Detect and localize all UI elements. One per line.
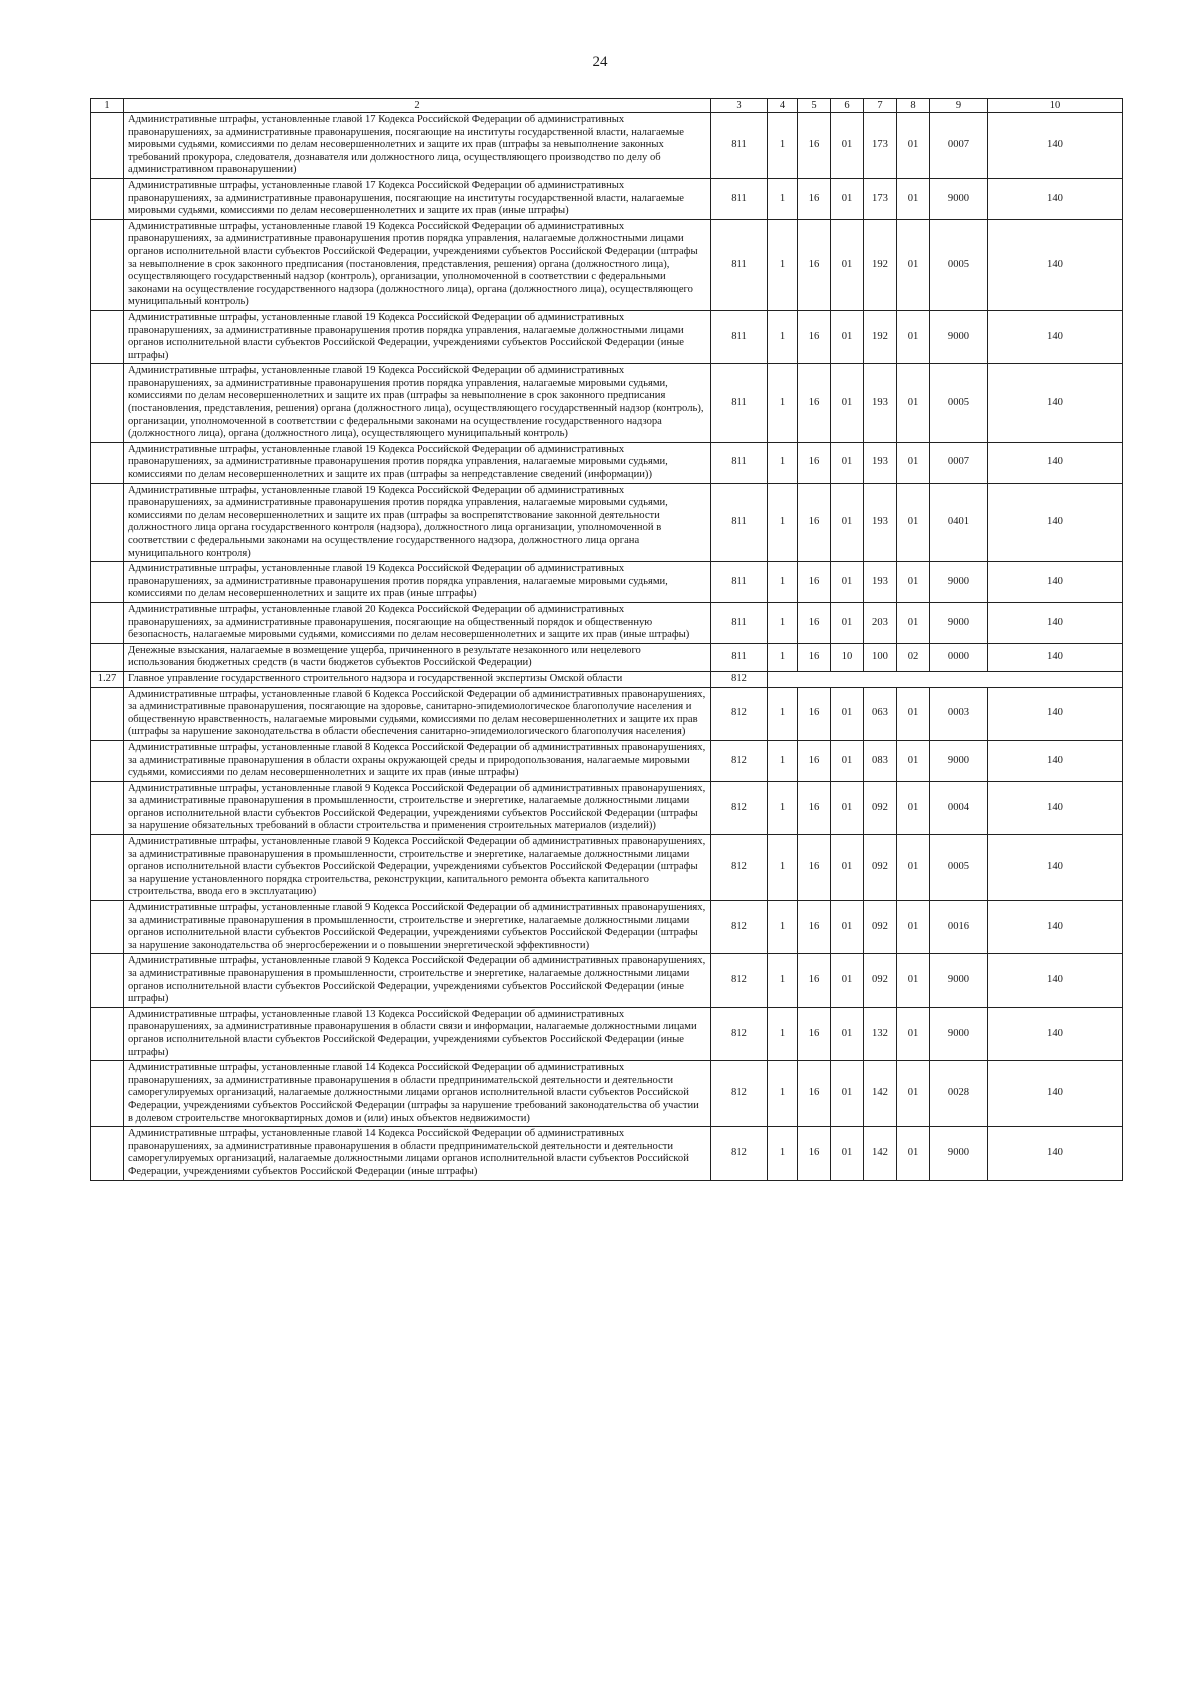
row-number: [91, 781, 124, 834]
code-cell: 01: [897, 954, 930, 1007]
code-cell: 1: [768, 442, 798, 483]
code-cell: 193: [864, 364, 897, 443]
column-number: 5: [798, 99, 831, 113]
row-number: [91, 113, 124, 179]
code-cell: 01: [897, 1007, 930, 1060]
code-cell: 01: [831, 442, 864, 483]
column-number: 9: [930, 99, 988, 113]
row-number: [91, 1007, 124, 1060]
code-cell: 140: [988, 442, 1123, 483]
table-row: [91, 562, 1123, 603]
column-number: 7: [864, 99, 897, 113]
row-number: [91, 442, 124, 483]
code-cell: 01: [831, 562, 864, 603]
code-cell: 9000: [930, 1007, 988, 1060]
code-cell: 01: [897, 835, 930, 901]
code-cell: 01: [831, 113, 864, 179]
code-cell: 140: [988, 483, 1123, 562]
admin-code: 811: [711, 113, 768, 179]
budget-codes-table: [90, 98, 1123, 1181]
code-cell: 16: [798, 740, 831, 781]
code-cell: 9000: [930, 178, 988, 219]
code-cell: 140: [988, 835, 1123, 901]
code-cell: 16: [798, 954, 831, 1007]
revenue-description: Административные штрафы, установленные главой 19 Кодекса Российской Федерации об административных правонарушениях, за административные правонарушения против порядка управления, налагаемые мировыми судьями, комиссиями по делам несовершеннолетних и защите их прав (штрафы за непредставление сведений (информации)): [124, 442, 711, 483]
code-cell: 1: [768, 483, 798, 562]
code-cell: 140: [988, 687, 1123, 740]
row-number: [91, 562, 124, 603]
code-cell: 9000: [930, 740, 988, 781]
table-row: [91, 781, 1123, 834]
code-cell: 203: [864, 602, 897, 643]
code-cell: 02: [897, 643, 930, 671]
code-cell: 01: [831, 1007, 864, 1060]
empty-cell: [768, 671, 1123, 687]
column-number: 1: [91, 99, 124, 113]
code-cell: 16: [798, 113, 831, 179]
code-cell: 01: [831, 1061, 864, 1127]
code-cell: 140: [988, 113, 1123, 179]
table-row: [91, 1007, 1123, 1060]
code-cell: 16: [798, 483, 831, 562]
code-cell: 9000: [930, 954, 988, 1007]
code-cell: 1: [768, 643, 798, 671]
code-cell: 0028: [930, 1061, 988, 1127]
code-cell: 01: [897, 113, 930, 179]
column-number: 4: [768, 99, 798, 113]
code-cell: 0007: [930, 113, 988, 179]
table-row: [91, 643, 1123, 671]
code-cell: 092: [864, 835, 897, 901]
code-cell: 01: [897, 364, 930, 443]
revenue-description: Административные штрафы, установленные главой 19 Кодекса Российской Федерации об административных правонарушениях, за административные правонарушения против порядка управления, налагаемые должностными лицами органов исполнительной власти субъектов Российской Федерации, учреждениями субъектов Российской Федерации (штрафы за невыполнение в срок законного предписания (постановления, представления, решения) органа (должностного лица), осуществляющего государственный надзор (контроль), организации, уполномоченной в соответствии с федеральными законами на осуществление государственного надзора (должностного лица), органа (должностного лица), осуществляющего муниципальный контроль): [124, 219, 711, 310]
table-body: [91, 113, 1123, 1181]
admin-code: 812: [711, 687, 768, 740]
row-number: 1.27: [91, 671, 124, 687]
code-cell: 140: [988, 219, 1123, 310]
row-number: [91, 901, 124, 954]
admin-code: 811: [711, 364, 768, 443]
code-cell: 140: [988, 643, 1123, 671]
code-cell: 16: [798, 1127, 831, 1180]
section-row: [91, 671, 1123, 687]
code-cell: 01: [897, 1127, 930, 1180]
row-number: [91, 602, 124, 643]
table-row: [91, 1061, 1123, 1127]
code-cell: 1: [768, 219, 798, 310]
code-cell: 140: [988, 562, 1123, 603]
code-cell: 1: [768, 1127, 798, 1180]
admin-code: 812: [711, 954, 768, 1007]
code-cell: 173: [864, 178, 897, 219]
code-cell: 16: [798, 1007, 831, 1060]
code-cell: 0003: [930, 687, 988, 740]
admin-code: 811: [711, 442, 768, 483]
code-cell: 01: [831, 687, 864, 740]
code-cell: 0005: [930, 835, 988, 901]
code-cell: 9000: [930, 602, 988, 643]
revenue-description: Административные штрафы, установленные главой 20 Кодекса Российской Федерации об административных правонарушениях, за административные правонарушения, посягающие на общественный порядок и общественную безопасность, налагаемые мировыми судьями, комиссиями по делам несовершеннолетних и защите их прав (иные штрафы): [124, 602, 711, 643]
code-cell: 01: [831, 219, 864, 310]
page-number: 24: [592, 54, 608, 70]
column-number-row: [91, 99, 1123, 113]
table-row: [91, 602, 1123, 643]
table-row: [91, 483, 1123, 562]
code-cell: 01: [831, 835, 864, 901]
admin-code: 811: [711, 562, 768, 603]
code-cell: 01: [897, 901, 930, 954]
code-cell: 0005: [930, 364, 988, 443]
code-cell: 192: [864, 310, 897, 363]
revenue-description: Административные штрафы, установленные главой 9 Кодекса Российской Федерации об административных правонарушениях, за административные правонарушения в промышленности, строительстве и энергетике, налагаемые должностными лицами органов исполнительной власти субъектов Российской Федерации, учреждениями субъектов Российской Федерации (штрафы за нарушение установленного порядка строительства, реконструкции, капитального ремонта объекта капитального строительства, ввода его в эксплуатацию): [124, 835, 711, 901]
admin-code: 812: [711, 781, 768, 834]
code-cell: 01: [897, 483, 930, 562]
code-cell: 16: [798, 562, 831, 603]
code-cell: 0005: [930, 219, 988, 310]
code-cell: 01: [831, 740, 864, 781]
code-cell: 100: [864, 643, 897, 671]
code-cell: 1: [768, 1061, 798, 1127]
revenue-description: Административные штрафы, установленные главой 9 Кодекса Российской Федерации об административных правонарушениях, за административные правонарушения в промышленности, строительстве и энергетике, налагаемые должностными лицами органов исполнительной власти субъектов Российской Федерации, учреждениями субъектов Российской Федерации (штрафы за нарушение законодательства об энергосбережении и о повышении энергетической эффективности): [124, 901, 711, 954]
code-cell: 01: [897, 442, 930, 483]
code-cell: 16: [798, 178, 831, 219]
code-cell: 1: [768, 310, 798, 363]
row-number: [91, 687, 124, 740]
code-cell: 01: [831, 954, 864, 1007]
revenue-description: Административные штрафы, установленные главой 19 Кодекса Российской Федерации об административных правонарушениях, за административные правонарушения против порядка управления, налагаемые мировыми судьями, комиссиями по делам несовершеннолетних и защите их прав (иные штрафы): [124, 562, 711, 603]
code-cell: 01: [897, 602, 930, 643]
admin-code: 811: [711, 643, 768, 671]
code-cell: 192: [864, 219, 897, 310]
code-cell: 193: [864, 442, 897, 483]
code-cell: 01: [831, 602, 864, 643]
code-cell: 092: [864, 781, 897, 834]
code-cell: 16: [798, 310, 831, 363]
code-cell: 1: [768, 364, 798, 443]
code-cell: 16: [798, 687, 831, 740]
row-number: [91, 483, 124, 562]
code-cell: 140: [988, 901, 1123, 954]
code-cell: 16: [798, 1061, 831, 1127]
code-cell: 0004: [930, 781, 988, 834]
admin-code: 812: [711, 835, 768, 901]
code-cell: 142: [864, 1061, 897, 1127]
code-cell: 140: [988, 740, 1123, 781]
code-cell: 16: [798, 602, 831, 643]
code-cell: 063: [864, 687, 897, 740]
code-cell: 140: [988, 781, 1123, 834]
code-cell: 01: [831, 1127, 864, 1180]
code-cell: 16: [798, 442, 831, 483]
code-cell: 01: [831, 781, 864, 834]
table-row: [91, 310, 1123, 363]
code-cell: 1: [768, 954, 798, 1007]
revenue-description: Административные штрафы, установленные главой 17 Кодекса Российской Федерации об административных правонарушениях, за административные правонарушения, посягающие на институты государственной власти, налагаемые мировыми судьями, комиссиями по делам несовершеннолетних и защите их прав (иные штрафы): [124, 178, 711, 219]
code-cell: 173: [864, 113, 897, 179]
admin-code: 811: [711, 310, 768, 363]
admin-code: 811: [711, 219, 768, 310]
revenue-description: Административные штрафы, установленные главой 19 Кодекса Российской Федерации об административных правонарушениях, за административные правонарушения против порядка управления, налагаемые мировыми судьями, комиссиями по делам несовершеннолетних и защите их прав (штрафы за невыполнение в срок законного предписания (постановления, представления, решения) органа (должностного лица), осуществляющего государственный надзор (контроль), организации, уполномоченной в соответствии с федеральными законами на осуществление государственного надзора (должностного лица), органа (должностного лица), осуществляющего муниципальный контроль): [124, 364, 711, 443]
row-number: [91, 178, 124, 219]
revenue-description: Административные штрафы, установленные главой 9 Кодекса Российской Федерации об административных правонарушениях, за административные правонарушения в промышленности, строительстве и энергетике, налагаемые должностными лицами органов исполнительной власти субъектов Российской Федерации, учреждениями субъектов Российской Федерации (штрафы за нарушение обязательных требований в области строительства и применения строительных материалов (изделий)): [124, 781, 711, 834]
column-number: 8: [897, 99, 930, 113]
code-cell: 092: [864, 901, 897, 954]
code-cell: 16: [798, 643, 831, 671]
code-cell: 01: [831, 310, 864, 363]
code-cell: 193: [864, 562, 897, 603]
code-cell: 0007: [930, 442, 988, 483]
row-number: [91, 219, 124, 310]
code-cell: 1: [768, 901, 798, 954]
code-cell: 092: [864, 954, 897, 1007]
code-cell: 140: [988, 1127, 1123, 1180]
revenue-description: Административные штрафы, установленные главой 19 Кодекса Российской Федерации об административных правонарушениях, за административные правонарушения против порядка управления, налагаемые мировыми судьями, комиссиями по делам несовершеннолетних и защите их прав (штрафы за воспрепятствование законной деятельности должностного лица органа государственного контроля (надзора), должностного лица организации, уполномоченной в соответствии с федеральными законами на осуществление государственного надзора, должностного лица органа муниципального контроля): [124, 483, 711, 562]
row-number: [91, 954, 124, 1007]
revenue-description: Административные штрафы, установленные главой 13 Кодекса Российской Федерации об административных правонарушениях, за административные правонарушения в области связи и информации, налагаемые должностными лицами органов исполнительной власти субъектов Российской Федерации, учреждениями субъектов Российской Федерации (иные штрафы): [124, 1007, 711, 1060]
table-row: [91, 687, 1123, 740]
code-cell: 1: [768, 113, 798, 179]
section-title: Главное управление государственного строительного надзора и государственной экспертизы Омской области: [124, 671, 711, 687]
code-cell: 140: [988, 602, 1123, 643]
code-cell: 01: [897, 687, 930, 740]
code-cell: 01: [831, 901, 864, 954]
code-cell: 01: [897, 562, 930, 603]
code-cell: 16: [798, 901, 831, 954]
code-cell: 10: [831, 643, 864, 671]
code-cell: 140: [988, 1061, 1123, 1127]
column-number: 2: [124, 99, 711, 113]
table-row: [91, 219, 1123, 310]
row-number: [91, 364, 124, 443]
table-row: [91, 1127, 1123, 1180]
column-number: 10: [988, 99, 1123, 113]
code-cell: 01: [897, 1061, 930, 1127]
revenue-description: Административные штрафы, установленные главой 6 Кодекса Российской Федерации об административных правонарушениях, за административные правонарушения, посягающие на здоровье, санитарно-эпидемиологическое благополучие населения и общественную нравственность, налагаемые мировыми судьями, комиссиями по делам несовершеннолетних и защите их прав (штрафы за нарушение законодательства в области обеспечения санитарно-эпидемиологического благополучия населения): [124, 687, 711, 740]
code-cell: 9000: [930, 310, 988, 363]
admin-code: 812: [711, 1007, 768, 1060]
revenue-description: Административные штрафы, установленные главой 19 Кодекса Российской Федерации об административных правонарушениях, за административные правонарушения против порядка управления, налагаемые должностными лицами органов исполнительной власти субъектов Российской Федерации, учреждениями субъектов Российской Федерации (иные штрафы): [124, 310, 711, 363]
code-cell: 01: [897, 310, 930, 363]
row-number: [91, 643, 124, 671]
code-cell: 1: [768, 1007, 798, 1060]
code-cell: 1: [768, 781, 798, 834]
code-cell: 140: [988, 178, 1123, 219]
code-cell: 132: [864, 1007, 897, 1060]
code-cell: 1: [768, 687, 798, 740]
code-cell: 1: [768, 562, 798, 603]
code-cell: 16: [798, 219, 831, 310]
revenue-description: Денежные взыскания, налагаемые в возмещение ущерба, причиненного в результате незаконного или нецелевого использования бюджетных средств (в части бюджетов субъектов Российской Федерации): [124, 643, 711, 671]
code-cell: 1: [768, 835, 798, 901]
admin-code: 812: [711, 1127, 768, 1180]
admin-code: 811: [711, 483, 768, 562]
code-cell: 140: [988, 954, 1123, 1007]
table-row: [91, 901, 1123, 954]
admin-code: 812: [711, 901, 768, 954]
code-cell: 1: [768, 740, 798, 781]
code-cell: 01: [831, 178, 864, 219]
code-cell: 1: [768, 602, 798, 643]
code-cell: 01: [831, 483, 864, 562]
table-row: [91, 113, 1123, 179]
code-cell: 16: [798, 781, 831, 834]
table-row: [91, 740, 1123, 781]
revenue-description: Административные штрафы, установленные главой 8 Кодекса Российской Федерации об административных правонарушениях, за административные правонарушения в области охраны окружающей среды и природопользования, налагаемые мировыми судьями, комиссиями по делам несовершеннолетних и защите их прав (иные штрафы): [124, 740, 711, 781]
admin-code: 812: [711, 740, 768, 781]
admin-code: 811: [711, 602, 768, 643]
table-row: [91, 442, 1123, 483]
code-cell: 142: [864, 1127, 897, 1180]
revenue-description: Административные штрафы, установленные главой 14 Кодекса Российской Федерации об административных правонарушениях, за административные правонарушения в области предпринимательской деятельности и деятельности саморегулируемых организаций, налагаемые должностными лицами органов исполнительной власти субъектов Российской Федерации, учреждениями субъектов Российской Федерации (штрафы за нарушение требований законодательства об участии в долевом строительстве многоквартирных домов и (или) иных объектов недвижимости): [124, 1061, 711, 1127]
code-cell: 1: [768, 178, 798, 219]
admin-code: 812: [711, 1061, 768, 1127]
code-cell: 9000: [930, 562, 988, 603]
code-cell: 01: [897, 740, 930, 781]
admin-code: 811: [711, 178, 768, 219]
code-cell: 140: [988, 310, 1123, 363]
code-cell: 0016: [930, 901, 988, 954]
code-cell: 16: [798, 364, 831, 443]
admin-code: 812: [711, 671, 768, 687]
row-number: [91, 310, 124, 363]
table-row: [91, 364, 1123, 443]
column-number: 6: [831, 99, 864, 113]
table-row: [91, 835, 1123, 901]
code-cell: 9000: [930, 1127, 988, 1180]
code-cell: 01: [897, 219, 930, 310]
code-cell: 083: [864, 740, 897, 781]
row-number: [91, 835, 124, 901]
column-number: 3: [711, 99, 768, 113]
row-number: [91, 740, 124, 781]
code-cell: 01: [897, 781, 930, 834]
table-row: [91, 954, 1123, 1007]
code-cell: 193: [864, 483, 897, 562]
row-number: [91, 1127, 124, 1180]
code-cell: 01: [897, 178, 930, 219]
revenue-description: Административные штрафы, установленные главой 14 Кодекса Российской Федерации об административных правонарушениях, за административные правонарушения в области предпринимательской деятельности и деятельности саморегулируемых организаций, налагаемые должностными лицами органов исполнительной власти субъектов Российской Федерации, учреждениями субъектов Российской Федерации (иные штрафы): [124, 1127, 711, 1180]
revenue-description: Административные штрафы, установленные главой 9 Кодекса Российской Федерации об административных правонарушениях, за административные правонарушения в промышленности, строительстве и энергетике, налагаемые должностными лицами органов исполнительной власти субъектов Российской Федерации, учреждениями субъектов Российской Федерации (иные штрафы): [124, 954, 711, 1007]
revenue-description: Административные штрафы, установленные главой 17 Кодекса Российской Федерации об административных правонарушениях, за административные правонарушения, посягающие на институты государственной власти, налагаемые мировыми судьями, комиссиями по делам несовершеннолетних и защите их прав (штрафы за невыполнение законных требований прокурора, следователя, дознавателя или должностного лица, осуществляющего производство по делу об административном правонарушении): [124, 113, 711, 179]
code-cell: 0401: [930, 483, 988, 562]
code-cell: 16: [798, 835, 831, 901]
code-cell: 140: [988, 1007, 1123, 1060]
code-cell: 140: [988, 364, 1123, 443]
table-row: [91, 178, 1123, 219]
code-cell: 0000: [930, 643, 988, 671]
code-cell: 01: [831, 364, 864, 443]
row-number: [91, 1061, 124, 1127]
